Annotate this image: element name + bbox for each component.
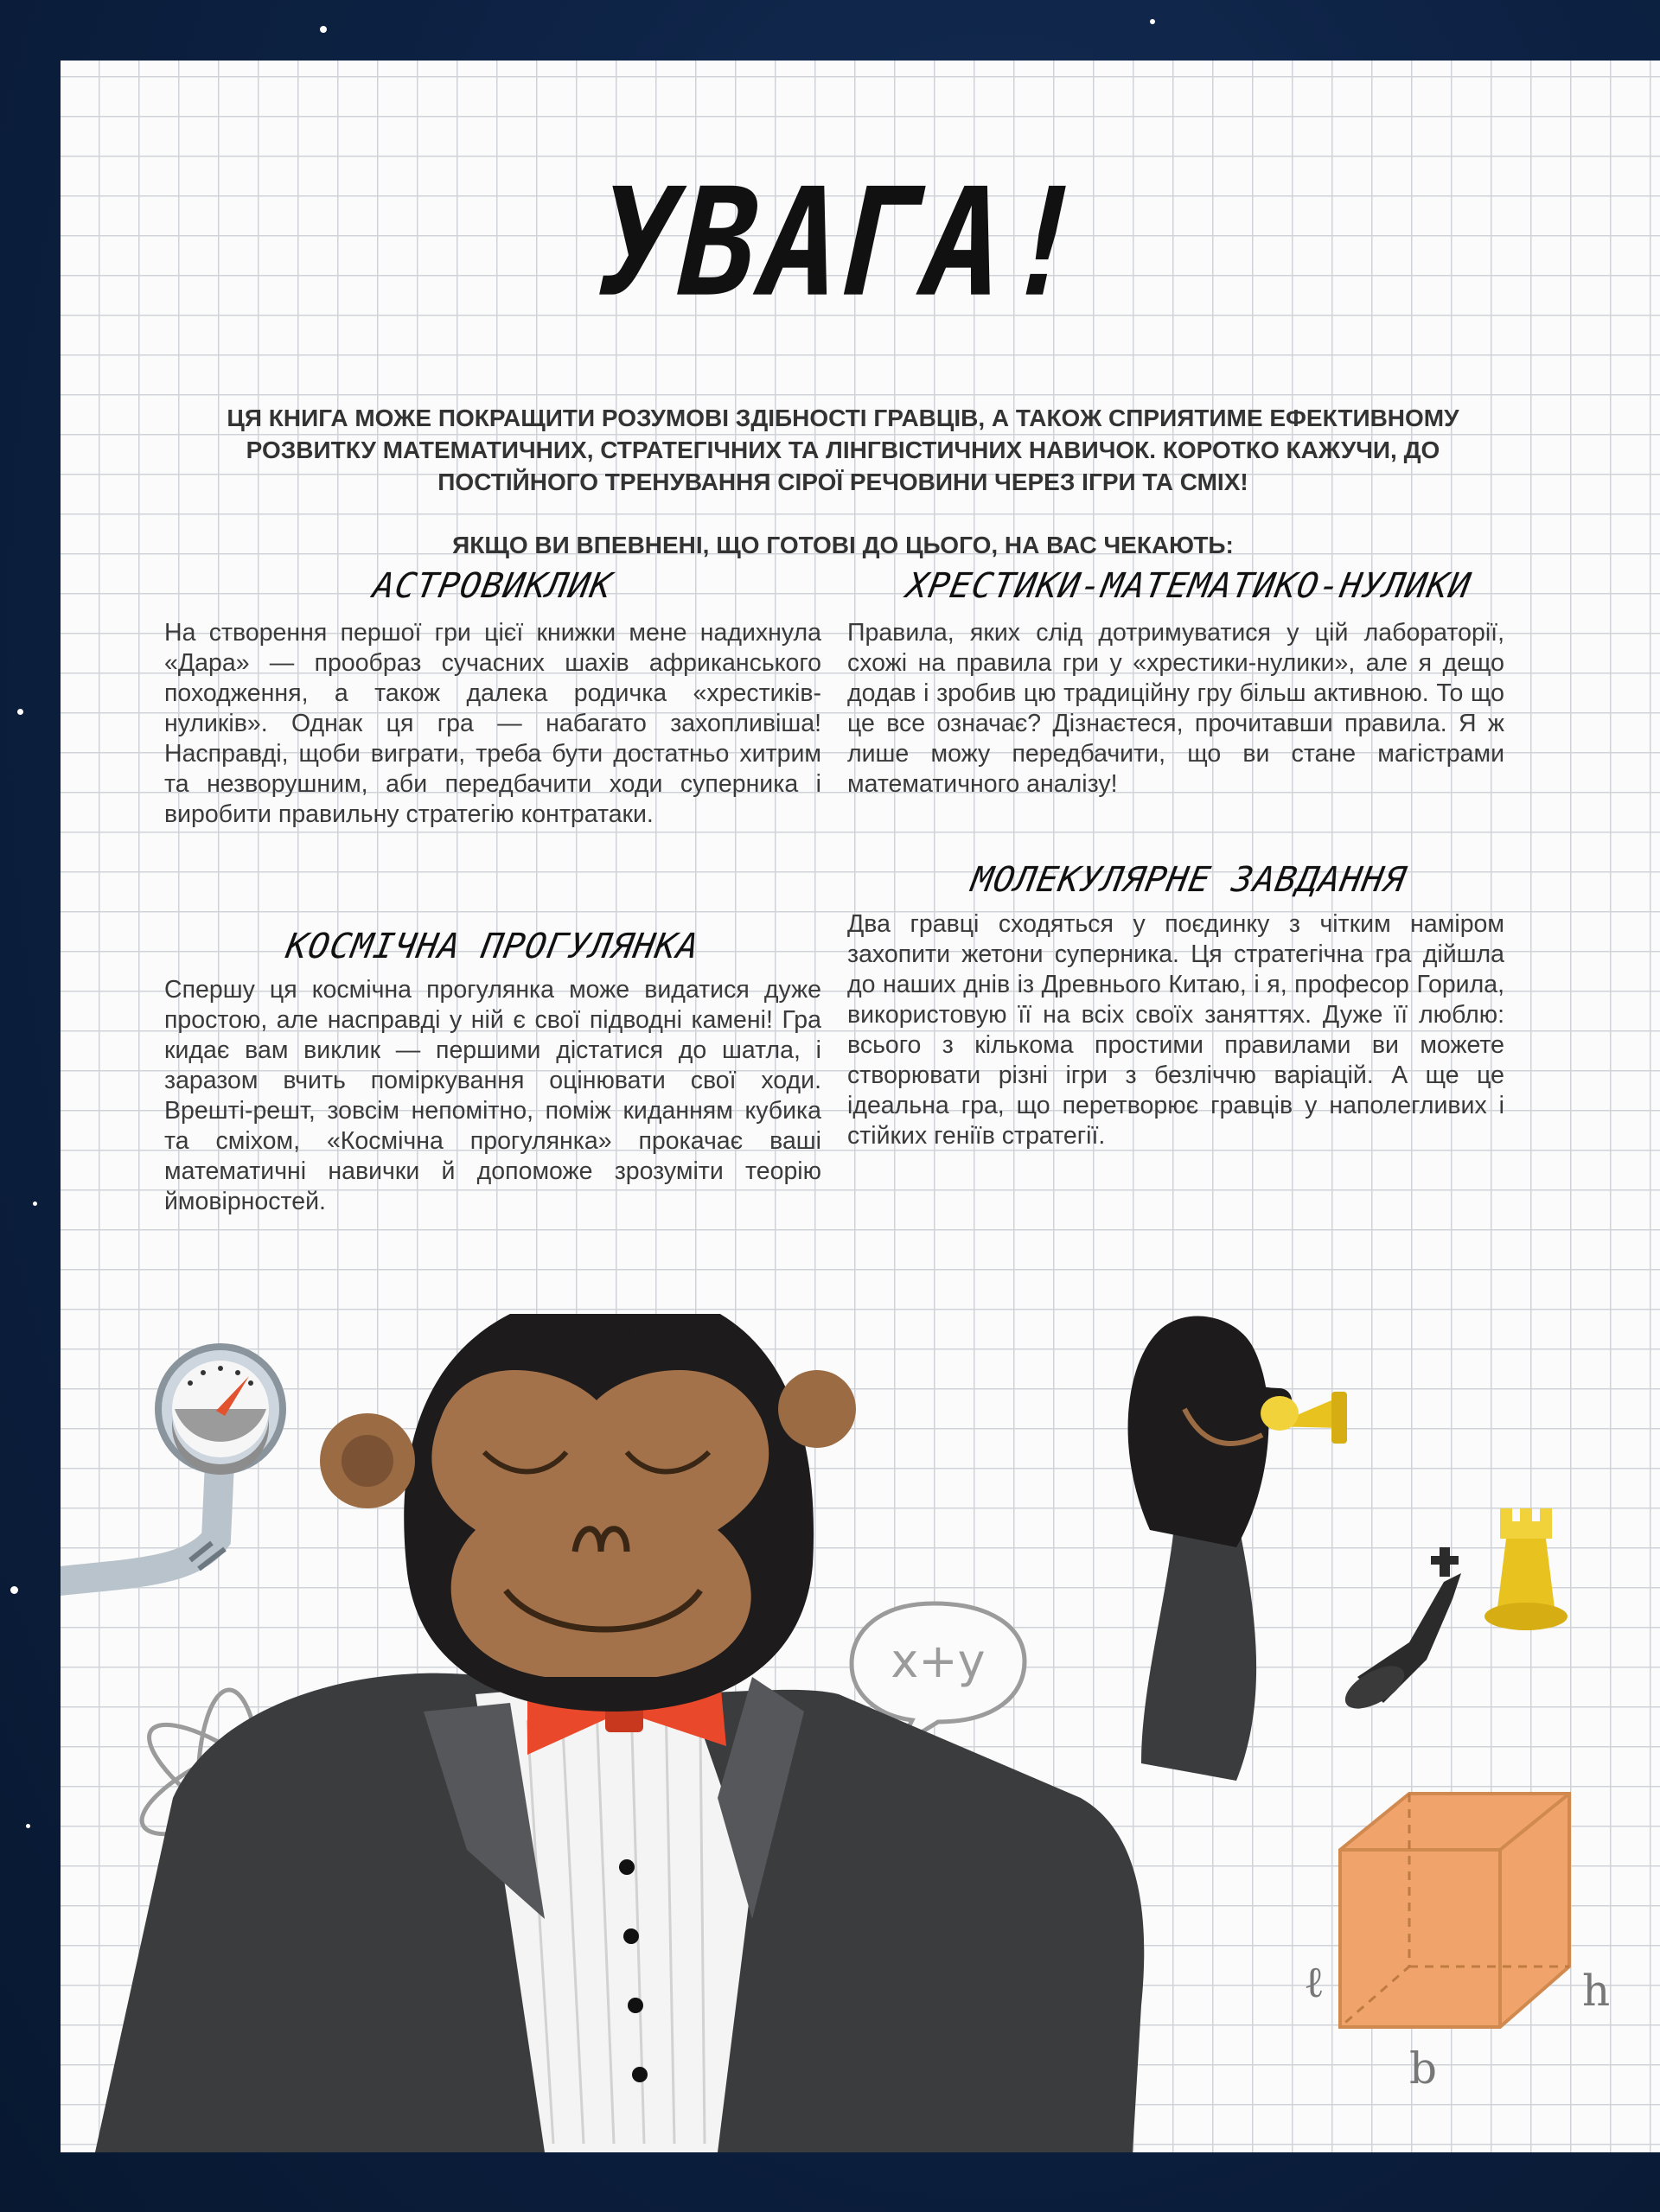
bubble-text: x+y (891, 1634, 986, 1688)
star (26, 1824, 30, 1828)
star (33, 1202, 37, 1206)
star (17, 709, 23, 715)
gorilla-illustration (61, 1314, 1660, 2152)
star (1150, 19, 1155, 24)
document-page (61, 61, 1660, 2152)
pressure-gauge-icon (61, 1347, 283, 1582)
black-king-icon (1338, 1547, 1461, 1718)
star (320, 26, 327, 33)
section-text-astrovyklyk: На створення першої гри цієї книжки мене надихнула «Дара» — прообраз сучасних шахів африканського походження, а також далека родичка «хрестиків-нуликів». Однак ця гра — набагато захопливіша! Насправді, щоби виграти, треба бути достатньо хитрим та незворушним, аби передбачити ходи суперника і виробити правильну стратегію контратаки. (164, 619, 821, 828)
cube-label-bottom: b (1409, 2043, 1438, 2094)
yellow-pawn-icon (1261, 1392, 1347, 1444)
intro-paragraph: ЦЯ КНИГА МОЖЕ ПОКРАЩИТИ РОЗУМОВІ ЗДІБНОСТІ ГРАВЦІВ, А ТАКОЖ СПРИЯТИМЕ ЕФЕКТИВНОМУ РОЗВИТКУ МАТЕМАТИЧНИХ, СТРАТЕГІЧНИХ ТА ЛІНГВІСТИЧНИХ НАВИЧОК. КОРОТКО КАЖУЧИ, ДО ПОСТІЙНОГО ТРЕНУВАННЯ СІРОЇ РЕЧОВИНИ ЧЕРЕЗ ІГРИ ТА СМІХ! (227, 405, 1459, 495)
section-heading-molekuliarne: МОЛЕКУЛЯРНЕ ЗАВДАННЯ (968, 860, 1409, 900)
yellow-rook-icon (1484, 1508, 1567, 1630)
section-text-kosmichna: Спершу ця космічна прогулянка може видатися дуже простою, але насправді у ній є свої підводні камені! Гра кидає вам виклик — першими дістатися до шатла, і заразом вчить поміркування оцінювати свої ходи. Врешті-решт, зовсім непомітно, поміж киданням кубика та сміхом, «Космічна прогулянка» прокачає ваші математичні навички й допоможе зрозуміти теорію ймовірностей. (164, 976, 821, 1215)
section-heading-astrovyklyk: АСТРОВИКЛИК (369, 566, 616, 606)
cube-label-left: ℓ (1304, 1957, 1325, 2007)
page-title: УВАГА! (579, 156, 1107, 331)
section-text-molekuliarne: Два гравці сходяться у поєдинку з чітким наміром захопити жетони суперника. Ця стратегічна гра дійшла до наших днів із Древнього Китаю, і я, професор Горила, використовую її на всіх своїх заняттях. Дуже її люблю: всього з кількома простими правилами ви можете створювати різні ігри з безліччю варіацій. А ще це ідеальна гра, що перетворює гравців у наполегливих і стійких геніїв стратегії. (847, 910, 1504, 1150)
section-text-khrestyky: Правила, яких слід дотримуватися у цій лабораторії, схожі на правила гри у «хрестики-нулики», але я дещо додав і зробив цю традиційну гру більш активною. То що це все означає? Дізнаєтеся, прочитавши правила. Я ж лише можу передбачити, що ви стане магістрами математичного аналізу! (847, 619, 1504, 798)
ready-line: ЯКЩО ВИ ВПЕВНЕНІ, ЩО ГОТОВІ ДО ЦЬОГО, НА ВАС ЧЕКАЮТЬ: (452, 532, 1234, 558)
section-heading-kosmichna: КОСМІЧНА ПРОГУЛЯНКА (283, 927, 703, 966)
star (10, 1586, 18, 1594)
section-heading-khrestyky: ХРЕСТИКИ-МАТЕМАТИКО-НУЛИКИ (903, 566, 1475, 606)
cube-label-right: h (1582, 1966, 1611, 2016)
cube-icon (1304, 1794, 1610, 2094)
